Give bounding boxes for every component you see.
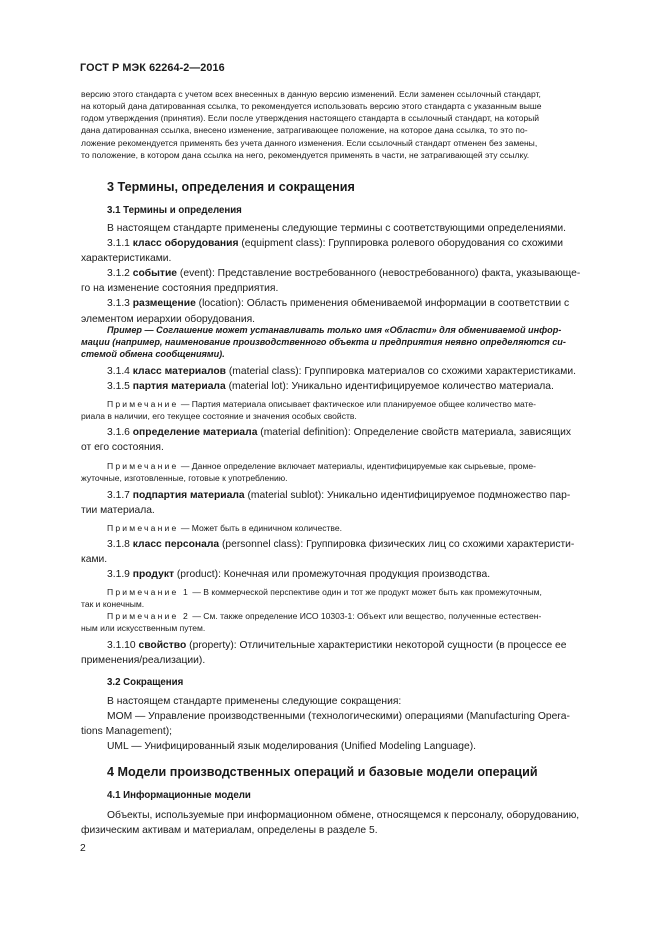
intro-paragraph: версию этого стандарта с учетом всех внесенных в данную версию изменений. Если заменен ссылочный стандарт, на который дана датированная ссылка, то рекомендуется использовать версию этого стандарта с указанным выше годом утверждения (принятия). Если после утверждения настоящего стандарта в ссылочный стандарт, на который дана датированная ссылка, внесено изменение, затрагивающее положение, на которое дана ссылка, то это по- ложение рекомендуется применять без учета данного изменения. Если ссылочный стандарт отменен без замены, то положение, в котором дана ссылка на него, рекомендуется применять в части, не затрагивающей эту ссылку. bbox=[81, 89, 542, 160]
document-header: ГОСТ Р МЭК 62264-2—2016 bbox=[80, 62, 225, 74]
section-4-heading: 4 Модели производственных операций и базовые модели операций bbox=[107, 765, 538, 779]
section-4-1-heading: 4.1 Информационные модели bbox=[107, 790, 251, 801]
section-3-2-heading: 3.2 Сокращения bbox=[107, 677, 184, 688]
term-3-1-6: 3.1.6 определение материала (material definition): Определение свойств материала, зависящих от его состояния. bbox=[81, 427, 572, 454]
term-3-1-3: 3.1.3 размещение (location): Область применения обмениваемой информации в соответствии с bbox=[107, 298, 570, 310]
term-3-1-1: 3.1.1 класс оборудования (equipment class): Группировка ролевого оборудования со схожими bbox=[107, 238, 563, 250]
note-3-1-5: Примечание — Партия материала описывает фактическое или планируемое общее количество мате- риала в наличии, его текущее состояние и значения особых свойств. bbox=[81, 399, 536, 422]
term-3-1-9: 3.1.9 продукт (product): Конечная или промежуточная продукция производства. bbox=[107, 569, 491, 581]
notes-3-1-9: Примечание 1 — В коммерческой перспективе один и тот же продукт может быть как промежуточным, так и конечным. Примечание 2 — См. также определение ИСО 10303-1: Объект или вещество, полученные естествен- ным или искусственным путем. bbox=[81, 587, 542, 634]
terms-lead: В настоящем стандарте применены следующие термины с соответствующими определениями. bbox=[107, 223, 567, 234]
terms-block-a: В настоящем стандарте применены следующие термины с соответствующими определениями. 3.1.1 класс оборудования (equipment class): Группировка ролевого оборудования со схожими характеристиками. 3.1.2 событие (event): Представление востребованного (невостребованного) факта, указывающе- го на изменение состояния предприятия. 3.1.3 размещение (location): Область применения обмениваемой информации в соответствии с элементом иерархии оборудования. bbox=[81, 221, 614, 327]
note-3-1-7: Примечание — Может быть в единичном количестве. bbox=[107, 523, 342, 533]
term-3-1-5: 3.1.5 партия материала (material lot): Уникально идентифицируемое количество материала. bbox=[107, 381, 554, 393]
section-4-1-paragraph: Объекты, используемые при информационном обмене, относящемся к персоналу, оборудованию, физическим активам и материалам, определены в разделе 5. bbox=[81, 810, 580, 837]
term-3-1-10: 3.1.10 свойство (property): Отличительные характеристики некоторой сущности (в процессе ее применения/реализации). bbox=[81, 640, 567, 667]
terms-block-b bbox=[81, 364, 614, 394]
term-3-1-8: 3.1.8 класс персонала (personnel class): Группировка физических лиц со схожими характеристи- bbox=[107, 539, 575, 550]
abbr-uml: UML — Унифицированный язык моделирования (Unified Modeling Language). bbox=[107, 741, 476, 753]
page-number: 2 bbox=[80, 843, 86, 854]
section-3-heading: 3 Термины, определения и сокращения bbox=[107, 180, 355, 194]
note-3-1-6: Примечание — Данное определение включает материалы, идентифицируемые как сырьевые, проме- жуточные, изготовленные, готовые к употреблению. bbox=[81, 461, 536, 484]
section-3-1-heading: 3.1 Термины и определения bbox=[107, 205, 242, 216]
abbreviations-block: В настоящем стандарте применены следующие сокращения: MOM — Управление производственными (технологическими) операциями (Manufacturing Opera- tions Management); UML — Унифицированный язык моделирования (Unified Modeling Language). bbox=[81, 694, 614, 754]
example-block: Пример — Соглашение может устанавливать только имя «Области» для обмениваемой инфор- мации (например, наименование производственного объекта и предприятия неявно определяются си- стемой обмена сообщениями). bbox=[81, 325, 566, 360]
term-3-1-4: 3.1.4 класс материалов (material class): Группировка материалов со схожими характеристиками. bbox=[107, 366, 576, 377]
terms-block-c: 3.1.8 класс персонала (personnel class): Группировка физических лиц со схожими характеристи- ками. 3.1.9 продукт (product): Конечная или промежуточная продукция производства. bbox=[81, 537, 614, 582]
abbr-mom: MOM — Управление производственными (технологическими) операциями (Manufacturing Opera- bbox=[107, 711, 570, 723]
term-3-1-2: 3.1.2 событие (event): Представление востребованного (невостребованного) факта, указывающе- bbox=[107, 268, 581, 280]
term-3-1-7: 3.1.7 подпартия материала (material sublot): Уникально идентифицируемое подмножество пар- тии материала. bbox=[81, 490, 571, 517]
